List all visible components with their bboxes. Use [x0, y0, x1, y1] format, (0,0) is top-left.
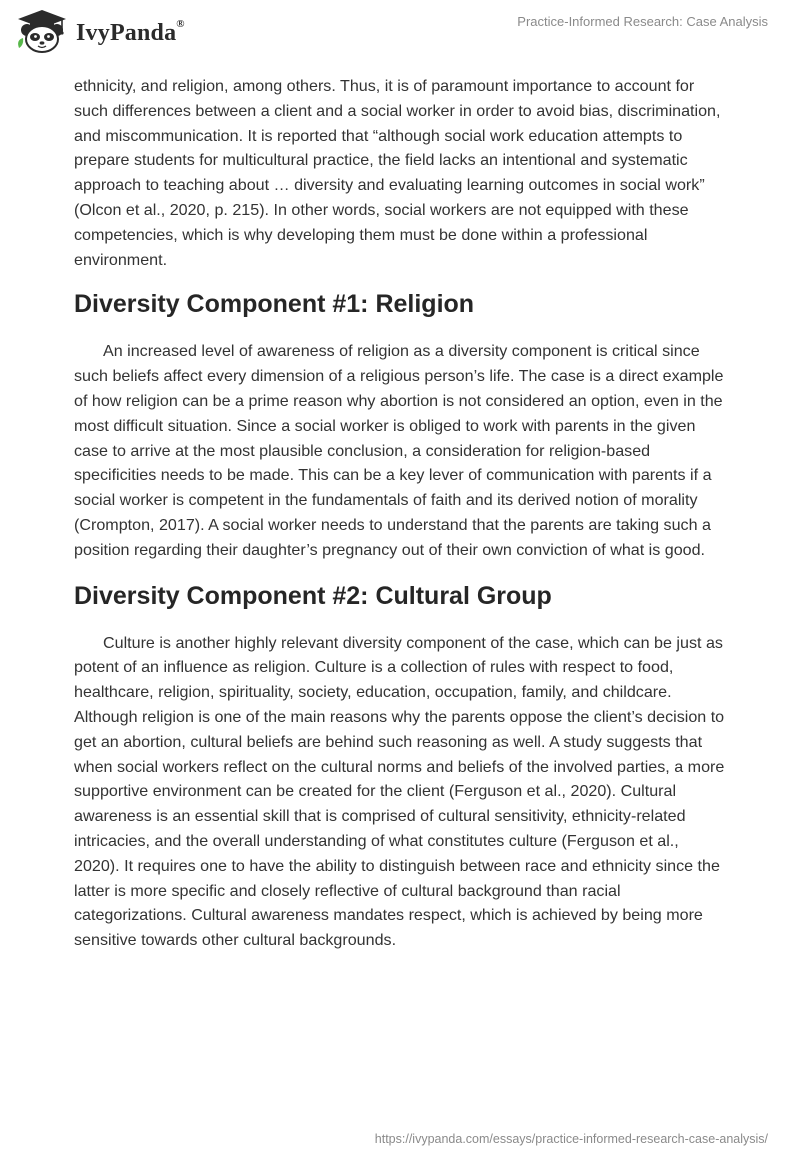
- brand-name: IvyPanda®: [76, 17, 185, 46]
- section-body-cultural-group: Culture is another highly relevant diversity component of the case, which can be just as potent of an influence as religion. Culture is a collection of rules with respect to food, healthcare, religion, spirituality, society, education, occupation, family, and childcare. Although religion is one of the main reasons why the parents oppose the client’s decision to get an abortion, cultural beliefs are behind such reasoning as well. A study suggests that when social workers reflect on the cultural norms and beliefs of the involved parties, a more supportive environment can be created for the client (Ferguson et al., 2020). Cultural awareness is an essential skill that is comprised of cultural sensitivity, ethnicity-related intricacies, and the overall understanding of what constitutes culture (Ferguson et al., 2020). It requires one to have the ability to distinguish between race and ethnicity since the latter is more specific and closely reflective of cultural background than racial categorizations. Cultural awareness mandates respect, which is achieved by being more sensitive towards other cultural backgrounds.: [74, 633, 725, 950]
- section-heading-cultural-group: Diversity Component #2: Cultural Group: [74, 581, 552, 610]
- intro-paragraph: ethnicity, and religion, among others. Thus, it is of paramount importance to account for such differences between a client and a social worker in order to avoid bias, discrimination, and miscommunication. It is reported that “although social work education attempts to prepare students for multicultural practice, the field lacks an intentional and systematic approach to teaching about … diversity and evaluating learning outcomes in social work” (Olcon et al., 2020, p. 215). In other words, social workers are not equipped with these competencies, which is why developing them must be done within a professional environment.: [74, 77, 721, 269]
- article-body: [74, 74, 728, 953]
- panda-graduate-icon: [14, 8, 70, 54]
- logo[interactable]: [14, 8, 185, 54]
- page-header: [0, 0, 800, 70]
- section-body-religion: An increased level of awareness of religion as a diversity component is critical since such beliefs affect every dimension of a religious person’s life. The case is a direct example of how religion can be a prime reason why abortion is not considered an option, even in the most difficult situation. Since a social worker is obliged to work with parents in the given case to arrive at the most plausible conclusion, a consideration for religion-based specificities needs to be made. This can be a key lever of communication with parents if a social worker is competent in the fundamentals of faith and its derived notion of morality (Crompton, 2017). A social worker needs to understand that the parents are taking such a position regarding their daughter’s pregnancy out of their own conviction of what is good.: [74, 342, 724, 559]
- source-url[interactable]: https://ivypanda.com/essays/practice-informed-research-case-analysis/: [374, 1132, 768, 1146]
- section-heading-religion: Diversity Component #1: Religion: [74, 290, 475, 319]
- document-title: Practice-Informed Research: Case Analysis: [517, 14, 768, 29]
